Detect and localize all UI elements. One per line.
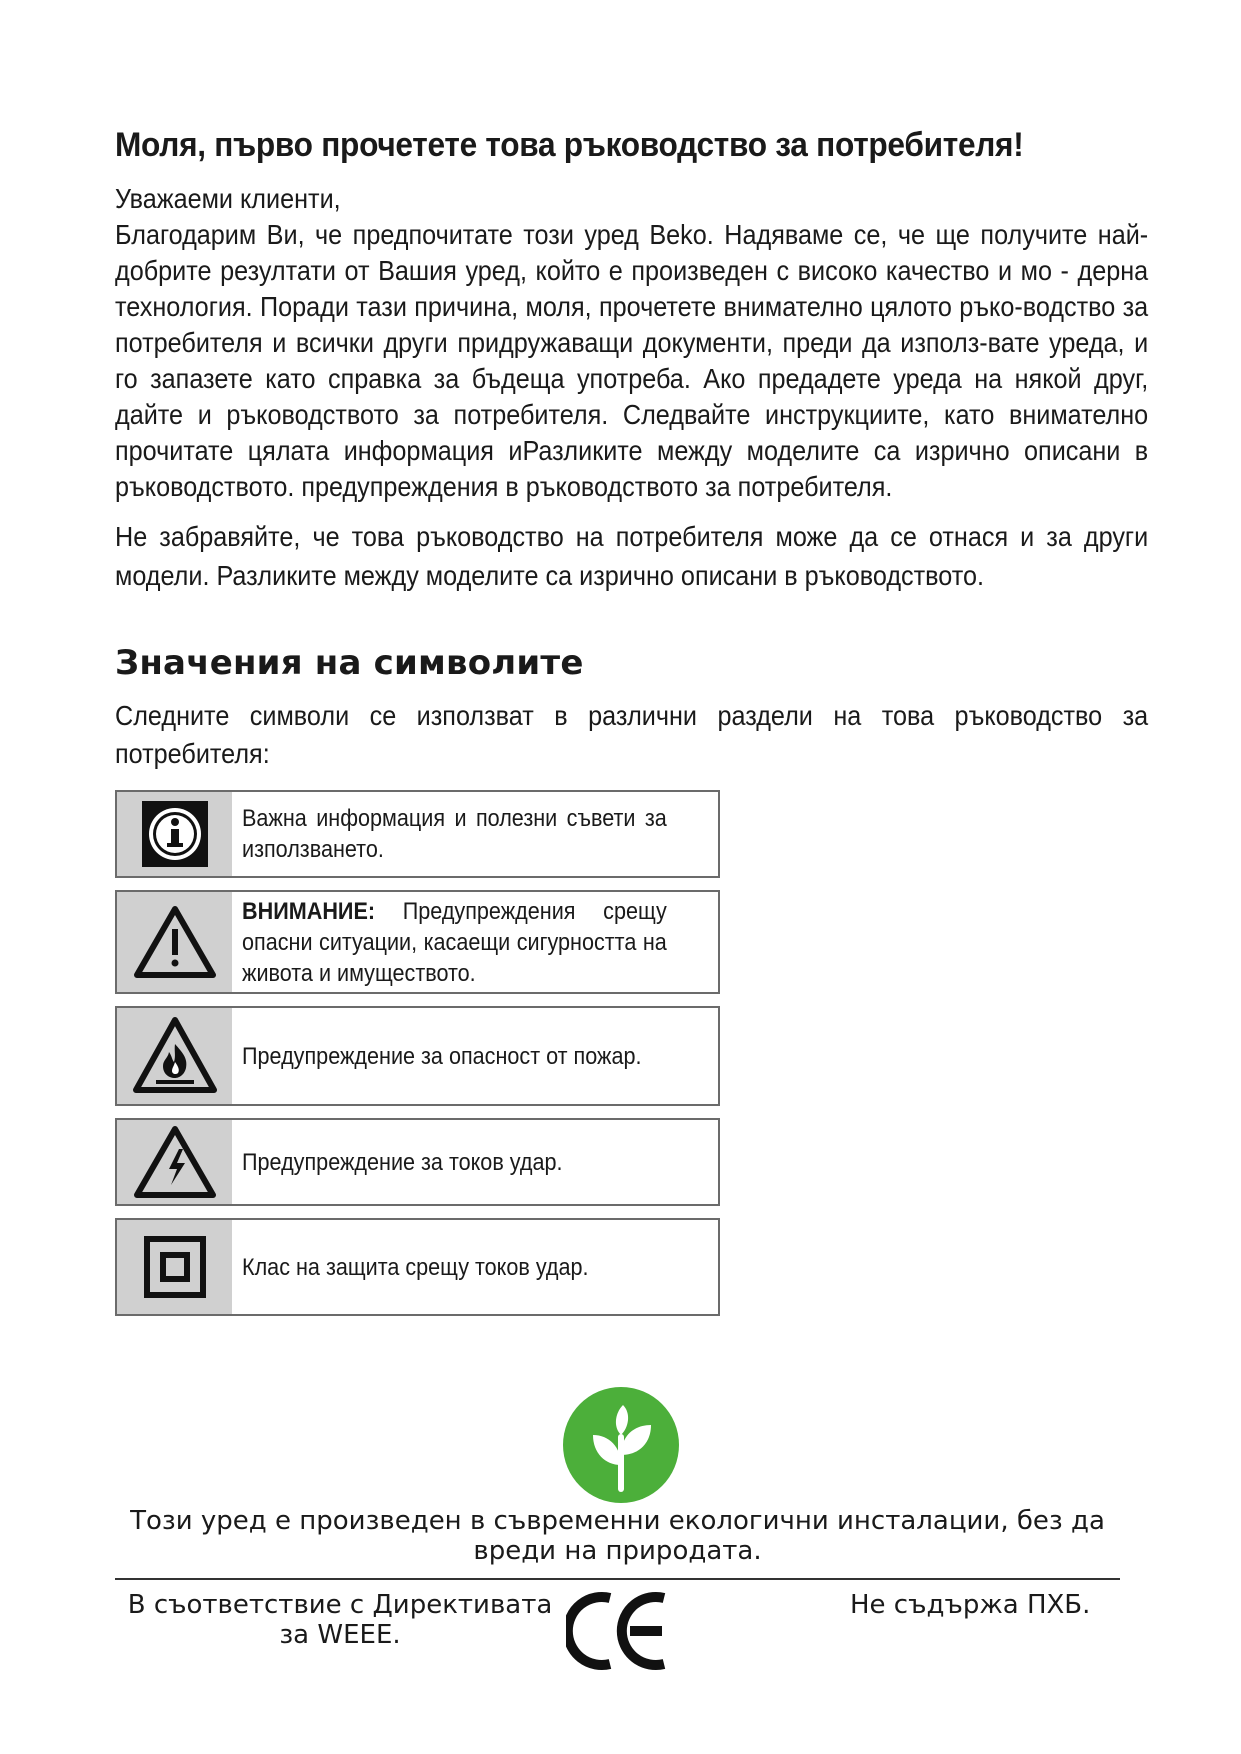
page-title: Моля, първо прочетете това ръководство за потребителя! bbox=[115, 126, 1024, 164]
weee-statement: В съответствие с Директивата за WEEE. bbox=[127, 1590, 553, 1650]
symbol-row-info bbox=[115, 790, 720, 878]
symbol-text: Важна информация и полезни съвети за използването. bbox=[242, 805, 667, 863]
intro-paragraph: Благодарим Ви, че предпочитате този уред Beko. Надяваме се, че ще получите най-добрите резултати от Вашия уред, който е произведен с високо качество и мо - дерна технология. Поради тази причина, моля, прочетете внимателно цялото ръко-водство за потребителя и всички други придружаващи документи, преди да използ-вате уреда, и го запазете като справка за бъдеща употреба. Ако предадете уреда на някой друг, дайте и ръководството за потребителя. Следвайте инструкциите, като внимателно прочитате цялата информация иРазликите между моделите са изрично описани в ръководството. предупреждения в ръководството за потребителя. bbox=[115, 219, 1149, 502]
symbol-text: Предупреждения срещу опасни ситуации, касаещи сигурността на живота и имуществото. bbox=[242, 897, 667, 987]
eco-logo bbox=[0, 1385, 1241, 1510]
ce-mark-icon bbox=[566, 1590, 670, 1677]
symbols-table bbox=[115, 790, 720, 1328]
eco-leaf-icon bbox=[561, 1385, 681, 1505]
page-content bbox=[115, 126, 1155, 773]
symbol-row-warning bbox=[115, 890, 720, 994]
warning-label: ВНИМАНИЕ: bbox=[242, 897, 376, 925]
greeting: Уважаеми клиенти, bbox=[115, 183, 341, 214]
symbols-heading: Значения на символите bbox=[115, 643, 584, 683]
symbol-text: Предупреждение за опасност от пожар. bbox=[242, 1042, 642, 1070]
warning-icon bbox=[117, 892, 232, 992]
symbol-row-protection bbox=[115, 1218, 720, 1316]
fire-warning-icon bbox=[117, 1008, 232, 1104]
divider bbox=[115, 1578, 1120, 1580]
eco-statement: Този уред е произведен в съвременни екологични инсталации, без да вреди на природата. bbox=[130, 1506, 1105, 1566]
protection-class-icon bbox=[117, 1220, 232, 1314]
symbol-row-shock bbox=[115, 1118, 720, 1206]
symbol-text: Предупреждение за токов удар. bbox=[242, 1148, 563, 1176]
pcb-statement: Не съдържа ПХБ. bbox=[850, 1590, 1091, 1620]
symbols-intro: Следните символи се използват в различни раздели на това ръководство за потребителя: bbox=[115, 700, 1149, 769]
symbol-text: Клас на защита срещу токов удар. bbox=[242, 1253, 589, 1281]
symbol-row-fire bbox=[115, 1006, 720, 1106]
note-paragraph: Не забравяйте, че това ръководство на потребителя може да се отнася и за други модели. Разликите между моделите са изрично описани в ръководството. bbox=[115, 521, 1149, 591]
info-icon bbox=[117, 792, 232, 876]
electric-shock-icon bbox=[117, 1120, 232, 1204]
